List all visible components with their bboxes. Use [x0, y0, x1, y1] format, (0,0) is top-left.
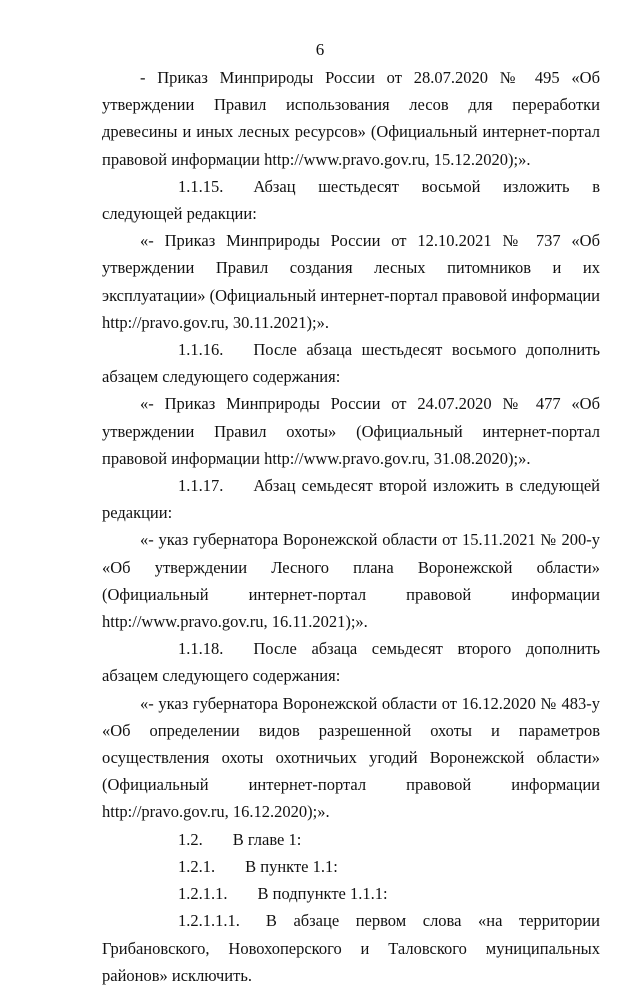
- paragraph: [102, 880, 600, 907]
- paragraph-text: Абзац шестьдесят восьмой изложить в следующей редакции:: [102, 176, 600, 224]
- paragraph-text: «- указ губернатора Воронежской области от 16.12.2020 № 483-у «Об определении видов разрешенной охоты и параметров осуществления охоты охотничьих угодий Воронежской области» (Официальный интернет-портал правовой информации http://pravo.gov.ru, 16.12.2020);».: [102, 693, 600, 822]
- paragraph: [102, 690, 600, 826]
- clause-number: 1.2.1.1.: [178, 884, 228, 904]
- paragraph-text: В абзаце первом слова «на территории Грибановского, Новохоперского и Таловского муниципальных районов» исключить.: [102, 911, 600, 985]
- paragraph: [102, 390, 600, 472]
- paragraph-text: После абзаца семьдесят второго дополнить абзацем следующего содержания:: [102, 639, 600, 686]
- paragraph: [102, 526, 600, 635]
- clause-number: 1.1.18.: [178, 639, 224, 659]
- paragraph-text: - Приказ Минприроды России от 28.07.2020 № 495 «Об утверждении Правил использования лесов для переработки древесины и иных лесных ресурсов» (Официальный интернет-портал правовой информации http://www.pravo.gov.ru, 15.12.2020);».: [102, 68, 600, 169]
- paragraph: [102, 227, 600, 336]
- paragraph-text: Абзац семьдесят второй изложить в следующей редакции:: [102, 476, 600, 523]
- clause-number: 1.1.15.: [178, 176, 224, 196]
- paragraph: [102, 907, 600, 989]
- clause-number: 1.2.1.: [178, 856, 216, 876]
- paragraph: [102, 826, 600, 853]
- paragraph-text: «- указ губернатора Воронежской области от 15.11.2021 № 200-у «Об утверждении Лесного плана Воронежской области» (Официальный интернет-портал правовой информации http://www.pravo.gov.ru, 16.11.2021);».: [102, 530, 600, 632]
- paragraph: [102, 853, 600, 880]
- clause-number: 1.2.: [178, 829, 203, 849]
- paragraph: [102, 173, 600, 227]
- paragraph-text: В главе 1:: [232, 829, 302, 849]
- paragraph-text: В пункте 1.1:: [245, 856, 338, 876]
- paragraph-text: После абзаца шестьдесят восьмого дополнить абзацем следующего содержания:: [102, 340, 600, 387]
- page-number: 6: [315, 40, 325, 59]
- paragraph-text: «- Приказ Минприроды России от 12.10.2021 № 737 «Об утверждении Правил создания лесных питомников и их эксплуатации» (Официальный интернет-портал правовой информации http://pravo.gov.ru, 30.11.2021);».: [102, 231, 600, 332]
- paragraph: [102, 472, 600, 526]
- paragraph-text: В подпункте 1.1.1:: [257, 884, 388, 904]
- clause-number: 1.1.16.: [178, 340, 224, 360]
- clause-number: 1.2.1.1.1.: [178, 911, 240, 931]
- clause-number: 1.1.17.: [178, 476, 224, 496]
- paragraph: [102, 336, 600, 390]
- paragraph: [102, 64, 600, 173]
- paragraph-text: «- Приказ Минприроды России от 24.07.2020 № 477 «Об утверждении Правил охоты» (Официальный интернет-портал правовой информации http://www.pravo.gov.ru, 31.08.2020);».: [102, 394, 600, 468]
- document-body: [102, 64, 600, 989]
- paragraph: [102, 635, 600, 689]
